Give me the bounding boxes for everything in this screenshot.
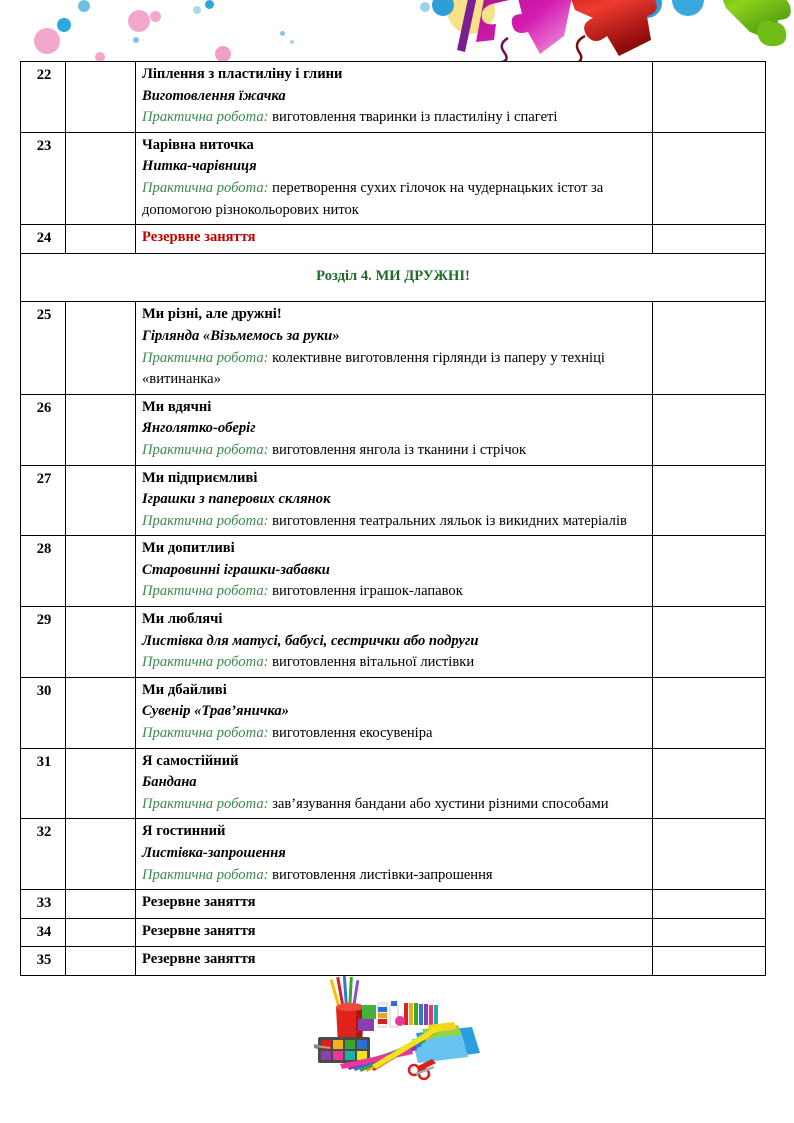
section-header-row bbox=[21, 253, 766, 302]
practice-label: Практична робота: bbox=[142, 725, 269, 742]
lesson-practice bbox=[142, 440, 648, 462]
confetti-dot-blue bbox=[57, 18, 71, 32]
row-hours-cell bbox=[66, 947, 136, 976]
row-note-cell bbox=[653, 748, 766, 819]
table-row bbox=[21, 947, 766, 976]
row-number-cell: 23 bbox=[21, 132, 66, 224]
lesson-practice bbox=[142, 348, 648, 391]
yellow-paper bbox=[428, 1022, 457, 1033]
lesson-subtitle: Старовинні іграшки-забавки bbox=[142, 561, 330, 578]
table-row bbox=[21, 465, 766, 536]
confetti-dot-light-blue bbox=[290, 40, 294, 44]
lesson-subtitle: Листівка-запрошення bbox=[142, 845, 286, 861]
row-note-cell bbox=[653, 62, 766, 133]
puzzle-piece-red-icon bbox=[545, 0, 681, 62]
table-row bbox=[21, 62, 766, 133]
row-note-cell bbox=[653, 225, 766, 254]
reserve-lesson-label: Резервне заняття bbox=[142, 951, 256, 968]
row-content-cell bbox=[136, 918, 653, 947]
blue-paper bbox=[416, 1027, 480, 1061]
lesson-title: Ми допитливі bbox=[142, 540, 235, 557]
lesson-subtitle: Янголятко-оберіг bbox=[142, 420, 256, 437]
reserve-lesson-label: Резервне заняття bbox=[142, 894, 256, 911]
row-hours-cell bbox=[66, 394, 136, 465]
confetti-dot-light-blue bbox=[280, 31, 285, 36]
practice-text: виготовлення тваринки із пластиліну і спагеті bbox=[272, 109, 558, 126]
reserve-lesson-label: Резервне заняття bbox=[142, 922, 256, 939]
lesson-schedule-table bbox=[20, 61, 766, 976]
lesson-subtitle: Гірлянда «Візьмемось за руки» bbox=[142, 327, 340, 344]
lesson-practice bbox=[142, 107, 648, 129]
row-hours-cell bbox=[66, 677, 136, 748]
scissors-icon bbox=[409, 1059, 436, 1079]
lesson-practice bbox=[142, 723, 648, 745]
pencil-cup bbox=[336, 1007, 364, 1048]
markers-group bbox=[404, 1003, 438, 1025]
row-content-cell bbox=[136, 947, 653, 976]
row-hours-cell bbox=[66, 225, 136, 254]
lesson-subtitle: Бандана bbox=[142, 774, 197, 791]
row-hours-cell bbox=[66, 918, 136, 947]
row-number-cell: 28 bbox=[21, 536, 66, 607]
puzzle-piece-magenta-icon bbox=[468, 0, 598, 62]
table-row bbox=[21, 132, 766, 224]
table-row bbox=[21, 819, 766, 890]
practice-label: Практична робота: bbox=[142, 795, 269, 812]
lesson-title: Я самостійний bbox=[142, 752, 239, 769]
practice-label: Практична робота: bbox=[142, 109, 269, 126]
row-hours-cell bbox=[66, 890, 136, 919]
row-note-cell bbox=[653, 302, 766, 394]
practice-text: виготовлення янгола із тканини і стрічок bbox=[272, 441, 527, 458]
table-row bbox=[21, 302, 766, 394]
reserve-lesson-label: Резервне заняття bbox=[142, 229, 256, 246]
row-number-cell: 27 bbox=[21, 465, 66, 536]
practice-label: Практична робота: bbox=[142, 583, 269, 600]
lesson-subtitle: Сувенір «Трав’яничка» bbox=[142, 703, 289, 720]
confetti-dot-blue bbox=[632, 0, 662, 18]
row-note-cell bbox=[653, 918, 766, 947]
table-row bbox=[21, 918, 766, 947]
lesson-practice bbox=[142, 652, 648, 674]
row-number-cell: 24 bbox=[21, 225, 66, 254]
practice-text: перетворення сухих гілочок на чудернацьких істот за допомогою різнокольорових ниток bbox=[142, 179, 604, 218]
table-row bbox=[21, 890, 766, 919]
confetti-dot-light-blue bbox=[133, 37, 139, 43]
row-number-cell: 33 bbox=[21, 890, 66, 919]
practice-text: виготовлення екосувеніра bbox=[272, 725, 433, 742]
row-content-cell bbox=[136, 890, 653, 919]
practice-label: Практична робота: bbox=[142, 512, 269, 529]
lesson-title: Я гостинний bbox=[142, 823, 226, 840]
confetti-dot-light-blue bbox=[193, 6, 201, 14]
row-content-cell bbox=[136, 225, 653, 254]
confetti-dot-light-blue bbox=[420, 2, 430, 12]
row-hours-cell bbox=[66, 536, 136, 607]
confetti-dot-blue bbox=[432, 0, 454, 16]
row-content-cell bbox=[136, 465, 653, 536]
art-supplies-illustration bbox=[312, 975, 482, 1085]
row-note-cell bbox=[653, 536, 766, 607]
row-hours-cell bbox=[66, 62, 136, 133]
table-body bbox=[21, 62, 766, 976]
watercolor-palette bbox=[318, 1037, 370, 1063]
row-note-cell bbox=[653, 890, 766, 919]
lesson-subtitle: Іграшки з паперових склянок bbox=[142, 491, 331, 508]
practice-text: виготовлення листівки-запрошення bbox=[272, 866, 493, 883]
confetti-dot-blue bbox=[205, 0, 214, 9]
row-content-cell bbox=[136, 536, 653, 607]
lesson-title: Ми люблячі bbox=[142, 611, 223, 628]
table-row bbox=[21, 748, 766, 819]
lesson-title: Ми підприємливі bbox=[142, 469, 258, 486]
row-number-cell: 32 bbox=[21, 819, 66, 890]
decorative-header-banner bbox=[0, 0, 794, 62]
row-content-cell bbox=[136, 677, 653, 748]
practice-label: Практична робота: bbox=[142, 441, 269, 458]
row-content-cell bbox=[136, 748, 653, 819]
confetti-dot-pink bbox=[34, 28, 60, 54]
row-hours-cell bbox=[66, 607, 136, 678]
purple-block bbox=[358, 1019, 374, 1031]
row-hours-cell bbox=[66, 819, 136, 890]
section-header-title: Розділ 4. МИ ДРУЖНІ! bbox=[21, 253, 766, 302]
row-note-cell bbox=[653, 465, 766, 536]
pencils-group bbox=[330, 976, 360, 1010]
row-number-cell: 31 bbox=[21, 748, 66, 819]
practice-text: виготовлення вітальної листівки bbox=[272, 654, 475, 671]
lesson-title: Ми вдячні bbox=[142, 398, 212, 415]
practice-text: виготовлення іграшок-лапавок bbox=[272, 583, 463, 600]
lesson-practice bbox=[142, 794, 648, 816]
confetti-dot-yellow bbox=[447, 0, 495, 34]
row-note-cell bbox=[653, 132, 766, 224]
lesson-subtitle: Виготовлення їжачка bbox=[142, 87, 286, 104]
lesson-title: Ми дбайливі bbox=[142, 681, 227, 698]
row-hours-cell bbox=[66, 302, 136, 394]
row-content-cell bbox=[136, 62, 653, 133]
practice-text: зав’язування бандани або хустини різними способами bbox=[272, 795, 609, 812]
confetti-dot-pink bbox=[128, 10, 150, 32]
lesson-subtitle: Нитка-чарівниця bbox=[142, 158, 257, 175]
fanned-pencils bbox=[340, 1025, 442, 1072]
puzzle-piece-purple-sliver-icon bbox=[455, 0, 485, 54]
row-note-cell bbox=[653, 607, 766, 678]
row-note-cell bbox=[653, 677, 766, 748]
confetti-dot-pink bbox=[150, 11, 161, 22]
row-note-cell bbox=[653, 819, 766, 890]
footer-decoration bbox=[0, 975, 794, 1095]
table-row bbox=[21, 394, 766, 465]
practice-label: Практична робота: bbox=[142, 179, 269, 196]
lesson-practice bbox=[142, 178, 648, 221]
paint-brush bbox=[316, 1045, 330, 1049]
practice-label: Практична робота: bbox=[142, 349, 269, 366]
row-number-cell: 26 bbox=[21, 394, 66, 465]
lesson-practice bbox=[142, 511, 648, 533]
row-number-cell: 34 bbox=[21, 918, 66, 947]
row-note-cell bbox=[653, 394, 766, 465]
lesson-practice bbox=[142, 581, 648, 603]
lesson-title: Чарівна ниточка bbox=[142, 136, 254, 153]
row-hours-cell bbox=[66, 748, 136, 819]
row-content-cell bbox=[136, 302, 653, 394]
confetti-dot-pink bbox=[215, 46, 231, 62]
row-number-cell: 30 bbox=[21, 677, 66, 748]
row-content-cell bbox=[136, 394, 653, 465]
confetti-dot-light-blue bbox=[78, 0, 90, 12]
row-content-cell bbox=[136, 819, 653, 890]
lesson-title: Ліплення з пластиліну і глини bbox=[142, 66, 343, 82]
table-row bbox=[21, 677, 766, 748]
lesson-subtitle: Листівка для матусі, бабусі, сестрички або подруги bbox=[142, 632, 479, 649]
green-paper bbox=[422, 1025, 462, 1039]
lesson-practice bbox=[142, 865, 648, 887]
table-row bbox=[21, 607, 766, 678]
art-supplies-svg bbox=[312, 975, 482, 1085]
row-hours-cell bbox=[66, 465, 136, 536]
confetti-dot-blue bbox=[672, 0, 704, 16]
puzzle-piece-green-icon bbox=[696, 0, 794, 62]
row-content-cell bbox=[136, 132, 653, 224]
paint-jar bbox=[378, 1003, 387, 1027]
green-block bbox=[362, 1005, 376, 1019]
row-hours-cell bbox=[66, 132, 136, 224]
row-note-cell bbox=[653, 947, 766, 976]
pink-ball bbox=[395, 1016, 405, 1026]
practice-label: Практична робота: bbox=[142, 654, 269, 671]
row-number-cell: 35 bbox=[21, 947, 66, 976]
table-row bbox=[21, 225, 766, 254]
practice-text: колективне виготовлення гірлянди із паперу у техніці «витинанка» bbox=[142, 349, 605, 388]
row-number-cell: 25 bbox=[21, 302, 66, 394]
practice-label: Практична робота: bbox=[142, 866, 269, 883]
lesson-title: Ми різні, але дружні! bbox=[142, 306, 282, 323]
row-number-cell: 29 bbox=[21, 607, 66, 678]
row-content-cell bbox=[136, 607, 653, 678]
table-row bbox=[21, 536, 766, 607]
glue-bottle bbox=[390, 1005, 398, 1027]
practice-text: виготовлення театральних ляльок із викидних матеріалів bbox=[272, 512, 627, 529]
row-number-cell: 22 bbox=[21, 62, 66, 133]
